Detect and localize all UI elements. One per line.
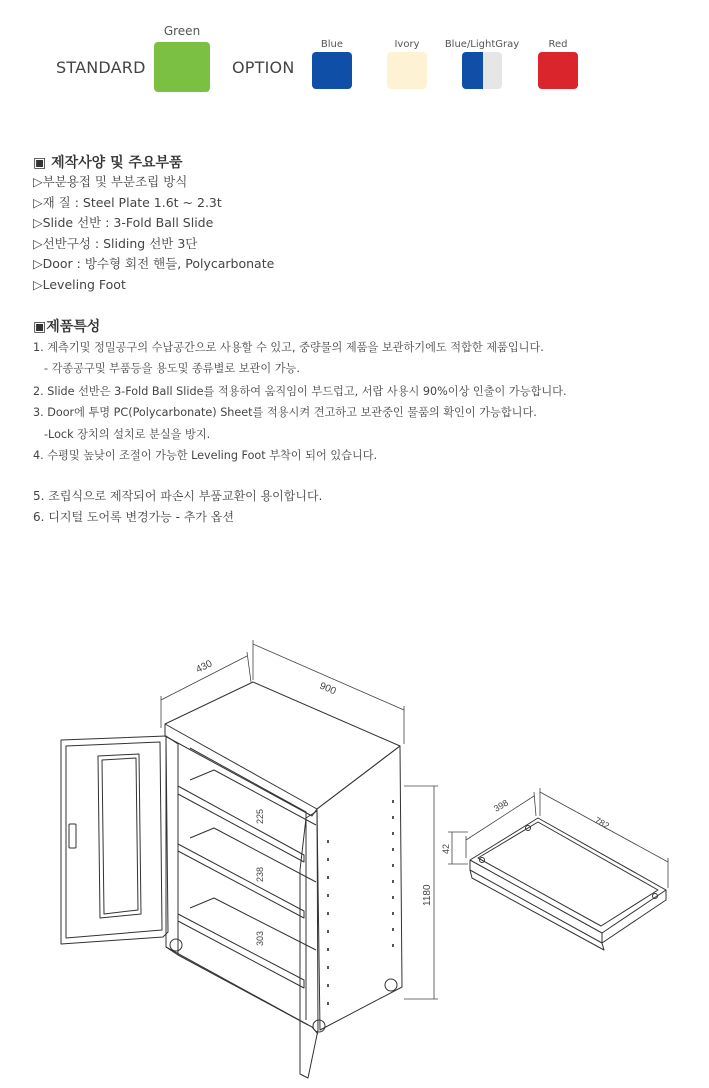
feature-subitem: -Lock 장치의 설치로 분실을 방지. xyxy=(44,428,211,441)
cabinet-technical-drawing xyxy=(0,600,709,1088)
side-holes xyxy=(327,800,394,1005)
cabinet-top xyxy=(165,682,400,809)
dim-shelf-gap-2: 238 xyxy=(255,866,265,882)
shelf-1 xyxy=(178,786,304,862)
caster xyxy=(385,979,397,991)
standard-label: STANDARD xyxy=(56,58,146,77)
cabinet-outline xyxy=(61,682,402,1078)
swatch-blue-lightgray[interactable] xyxy=(462,52,502,89)
caster xyxy=(170,939,182,951)
tray-dim-depth: 398 xyxy=(492,797,511,814)
door-handle xyxy=(69,824,76,848)
tray-dim-height: 42 xyxy=(441,843,451,854)
feature-item: 6. 디지털 도어록 변경가능 - 추가 옵션 xyxy=(33,510,234,524)
option-label: OPTION xyxy=(232,58,295,77)
spec-item: ▷Slide 선반 : 3-Fold Ball Slide xyxy=(33,215,214,230)
dim-height: 1180 xyxy=(422,884,433,906)
dim-depth: 430 xyxy=(194,658,215,676)
feature-item: 5. 조립식으로 제작되어 파손시 부품교환이 용이합니다. xyxy=(33,489,323,503)
feature-item: 3. Door에 투명 PC(Polycarbonate) Sheet를 적용시켜 견고하고 보관중인 물품의 확인이 가능합니다. xyxy=(33,406,537,419)
spec-item: ▷부분용접 및 부분조립 방식 xyxy=(33,174,188,189)
door-window xyxy=(98,754,141,918)
spec-item: ▷Leveling Foot xyxy=(33,276,126,292)
swatch-label-blue: Blue xyxy=(320,39,344,50)
caster xyxy=(313,1020,325,1032)
swatch-red[interactable] xyxy=(538,52,578,89)
dim-shelf-gap-1: 225 xyxy=(255,808,265,824)
swatch-label-red: Red xyxy=(548,39,568,50)
swatch-ivory[interactable] xyxy=(387,52,427,89)
shelf-3 xyxy=(178,914,304,988)
right-door xyxy=(300,811,318,1078)
dim-width: 900 xyxy=(317,680,338,698)
shelf-tray xyxy=(470,818,666,950)
spec-item: ▷재 질 : Steel Plate 1.6t ~ 2.3t xyxy=(33,194,222,210)
tray-dim-width: 782 xyxy=(593,815,612,832)
specs-title: ▣ 제작사양 및 주요부품 xyxy=(33,155,183,171)
swatch-green[interactable] xyxy=(154,42,210,92)
swatch-label-ivory: Ivory xyxy=(394,39,420,50)
swatch-blue[interactable] xyxy=(312,52,352,89)
spec-item: ▷Door : 방수형 회전 핸들, Polycarbonate xyxy=(33,256,275,271)
cabinet-side xyxy=(317,746,402,1030)
shelf-2 xyxy=(178,844,304,918)
dim-shelf-gap-3: 303 xyxy=(255,930,265,946)
swatch-label-green: Green xyxy=(163,24,201,38)
features-title: ▣제품특성 xyxy=(33,319,101,335)
specs-list xyxy=(33,172,274,295)
spec-item: ▷선반구성 : Sliding 선반 3단 xyxy=(33,235,198,251)
feature-item: 1. 계측기및 정밀공구의 수납공간으로 사용할 수 있고, 중량물의 제품을 보관하기에도 적합한 제품입니다. xyxy=(33,341,544,354)
feature-subitem: - 각종공구및 부품등을 용도및 종류별로 보관이 가능. xyxy=(44,362,300,375)
feature-item: 2. Slide 선반은 3-Fold Ball Slide를 적용하여 움직임이 부드럽고, 서랍 사용시 90%이상 인출이 가능합니다. xyxy=(33,385,567,398)
swatch-label-blue-lightgray: Blue/LightGray xyxy=(444,39,520,50)
feature-item: 4. 수평및 높낮이 조절이 가능한 Leveling Foot 부착이 되어 있습니다. xyxy=(33,449,378,462)
